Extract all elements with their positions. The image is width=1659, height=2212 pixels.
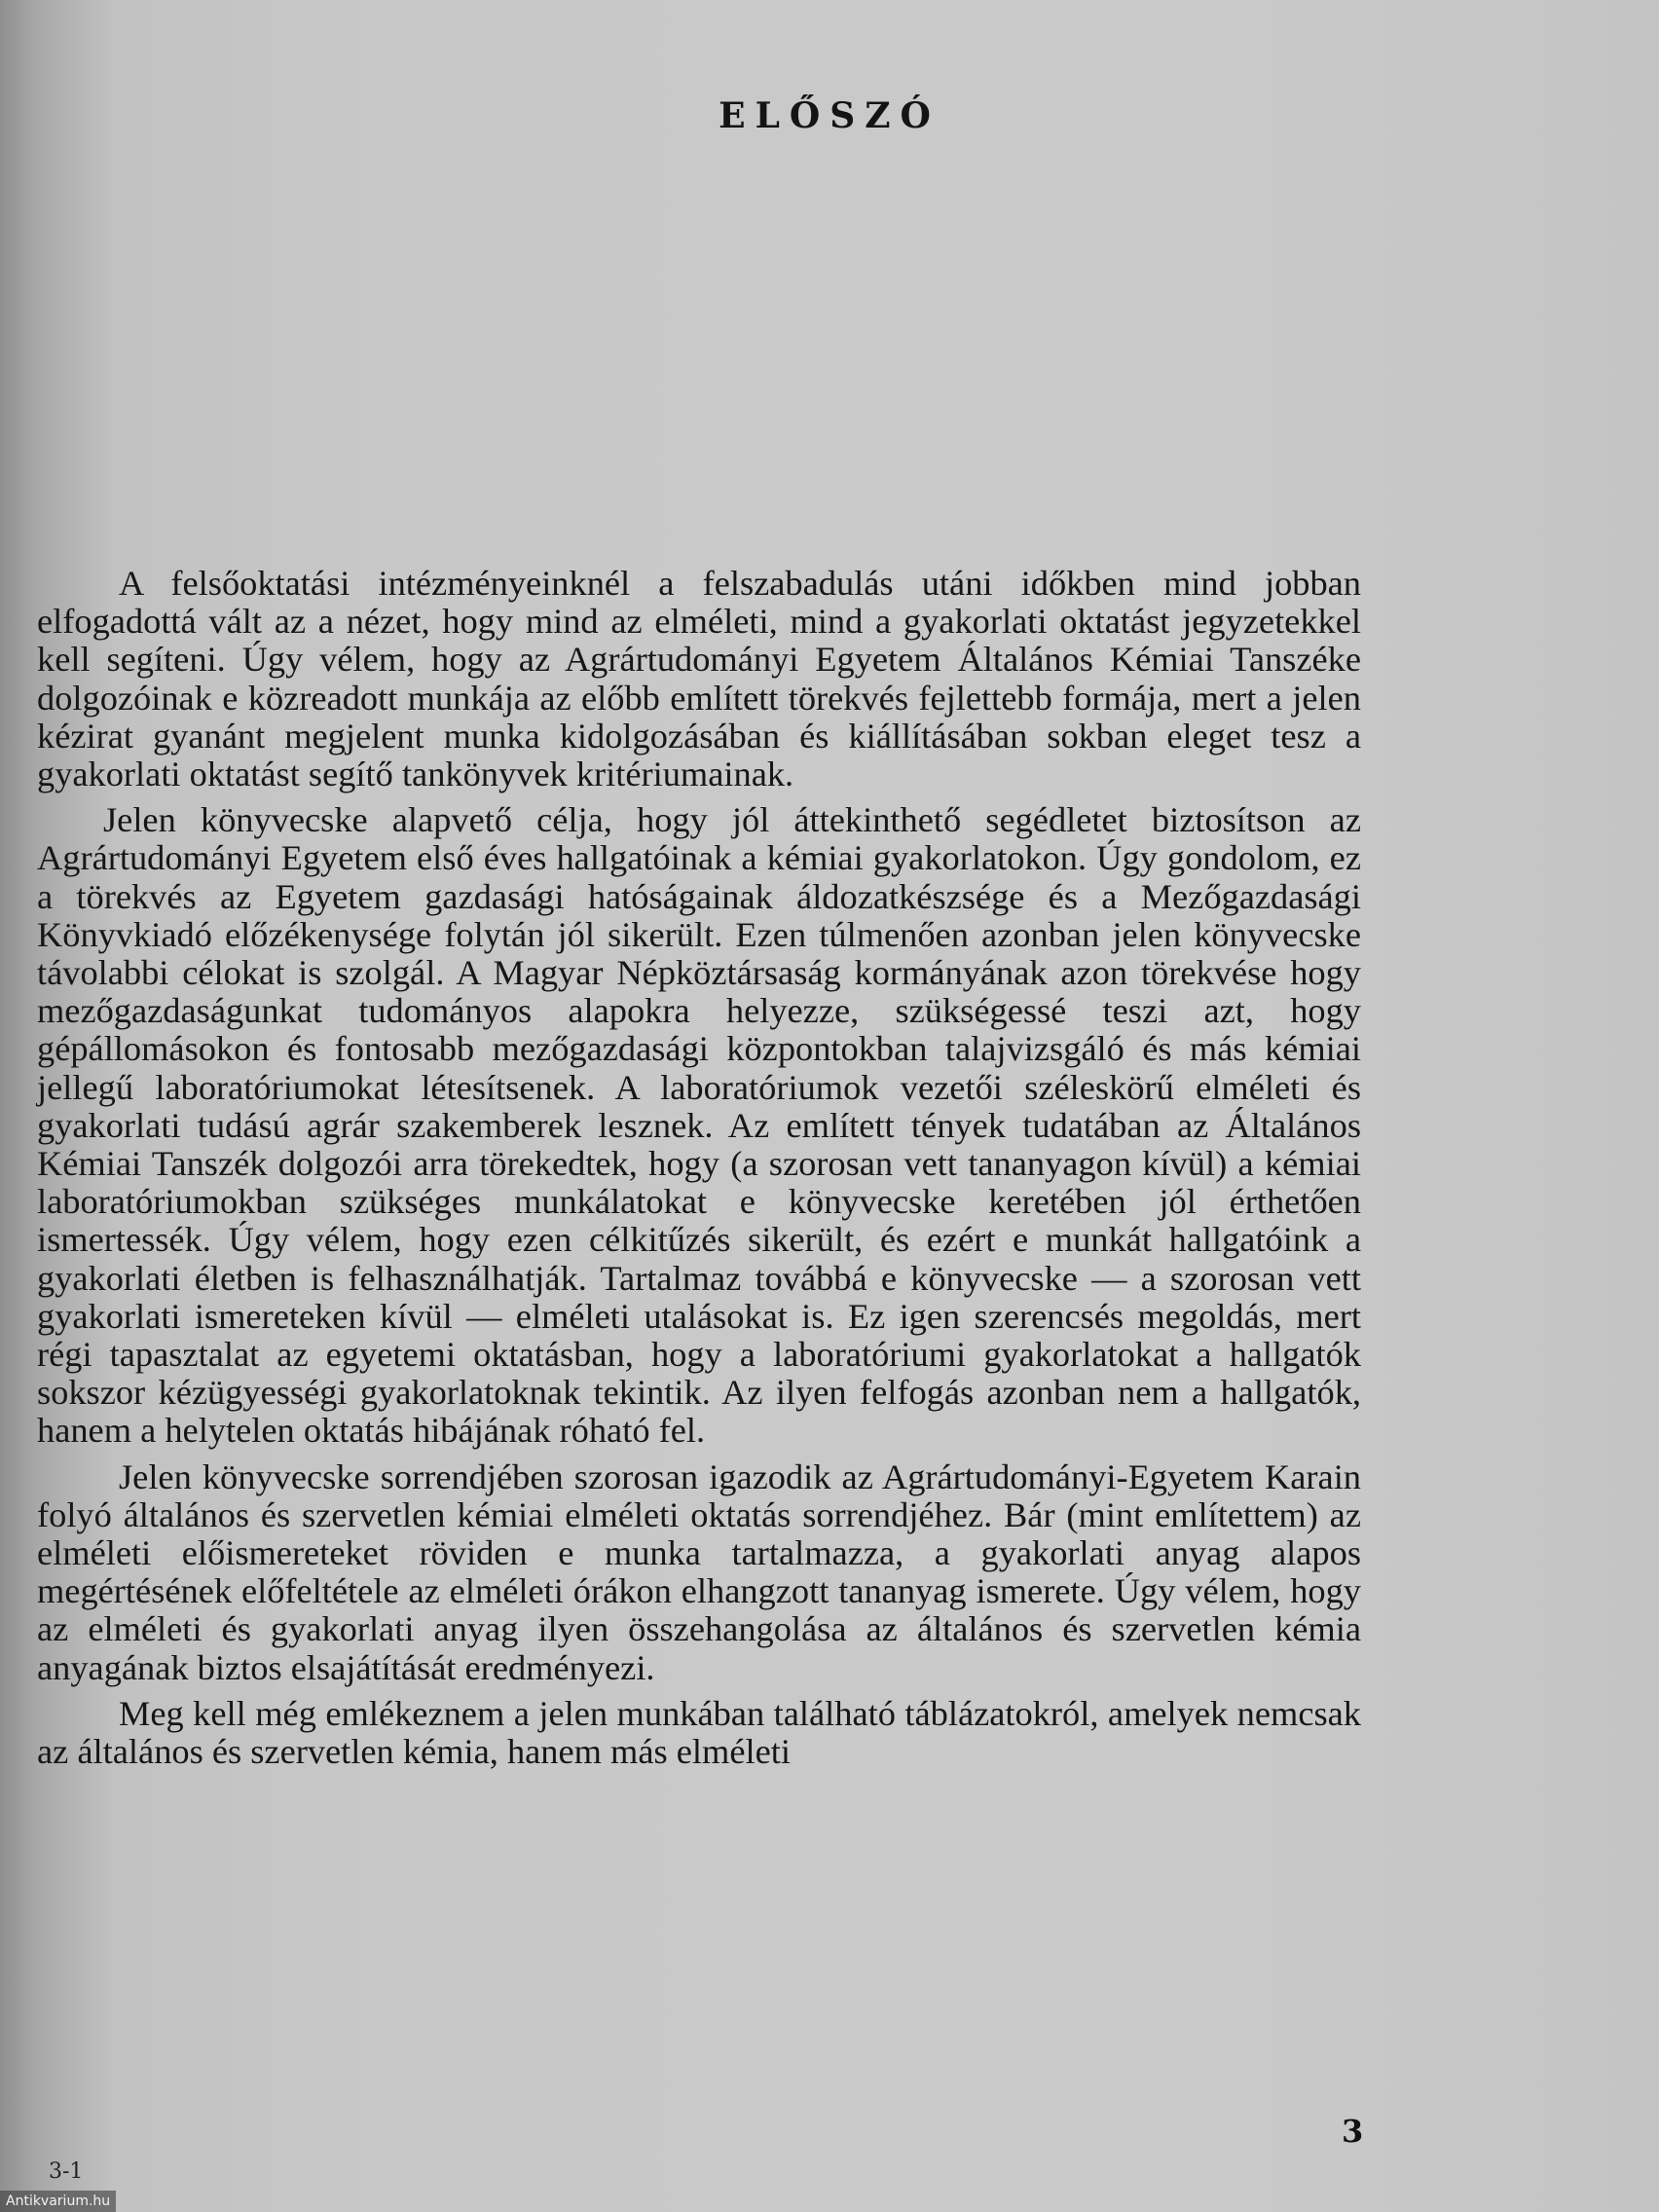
- paragraph-3: Jelen könyvecske sorrendjében szorosan igazodik az Agrártudományi-Egyetem Karain folyó általános és szervetlen kémiai elméleti oktatás sorrendjéhez. Bár (mint említettem) az elméleti előismereteket röviden e munka tartalmazza, a gyakorlati anyag alapos megértésének előfeltétele az elméleti órákon elhangzott tananyag ismerete. Úgy vélem, hogy az elméleti és gyakorlati anyag ilyen összehangolása az általános és szervetlen kémia anyagának biztos elsajátítását eredményezi.: [37, 1456, 1361, 1687]
- page-number: 3: [1342, 2113, 1364, 2150]
- paragraph-1: A felsőoktatási intézményeinknél a felszabadulás utáni időkben mind jobban elfogadottá vált az a nézet, hogy mind az elméleti, mind a gyakorlati oktatást jegyzetekkel kell segíteni. Úgy vélem, hogy az Agrártudományi Egyetem Általános Kémiai Tanszéke dolgozóinak e közreadott munkája az előbb említett törekvés fejlettebb formája, mert a jelen kézirat gyanánt megjelent munka kidolgozásában és kiállításában sokban eleget tesz a gyakorlati oktatást segítő tankönyvek kritériumainak.: [37, 564, 1361, 794]
- paragraph-4: Meg kell még emlékeznem a jelen munkában található táblázatokról, amelyek nemcsak az általános és szervetlen kémia, hanem más elméleti: [37, 1693, 1361, 1772]
- page-title: ELŐSZÓ: [719, 95, 940, 136]
- watermark: Antikvarium.hu: [0, 2191, 116, 2212]
- paragraph-2: Jelen könyvecske alapvető célja, hogy jól áttekinthető segédletet biztosítson az Agrártudományi Egyetem első éves hallgatóinak a kémiai gyakorlatokon. Úgy gondolom, ez a törekvés az Egyetem gazdasági hatóságainak áldozatkészsége és a Mezőgazdasági Könyvkiadó előzékenysége folytán jól sikerült. Ezen túlmenően azonban jelen könyvecske távolabbi célokat is szolgál. A Magyar Népköztársaság kormányának azon törekvése hogy mezőgazdaságunkat tudományos alapokra helyezze, szükségessé teszi azt, hogy gépállomásokon és fontosabb mezőgazdasági központokban talajvizsgáló és más kémiai jellegű laboratóriumokat létesítsenek. A laboratóriumok vezetői széleskörű elméleti és gyakorlati tudású agrár szakemberek lesznek. Az említett tények tudatában az Általános Kémiai Tanszék dolgozói arra törekedtek, hogy (a szorosan vett tananyagon kívül) a kémiai laboratóriumokban szükséges munkálatokat e könyvecske keretében jól érthetően ismertessék. Úgy vélem, hogy ezen célkitűzés sikerült, és ezért e munkát hallgatóink a gyakorlati életben is felhasználhatják. Tartalmaz továbbá e könyvecske — a szorosan vett gyakorlati ismereteken kívül — elméleti utalásokat is. Ez igen szerencsés megoldás, mert régi tapasztalat az egyetemi oktatásban, hogy a laboratóriumi gyakorlatokat a hallgatók sokszor kézügyességi gyakorlatoknak tekintik. Az ilyen felfogás azonban nem a hallgatók, hanem a helytelen oktatás hibájának róható fel.: [37, 800, 1361, 1451]
- body-text: [37, 565, 1361, 1779]
- signature-mark: 3-1: [49, 2159, 84, 2184]
